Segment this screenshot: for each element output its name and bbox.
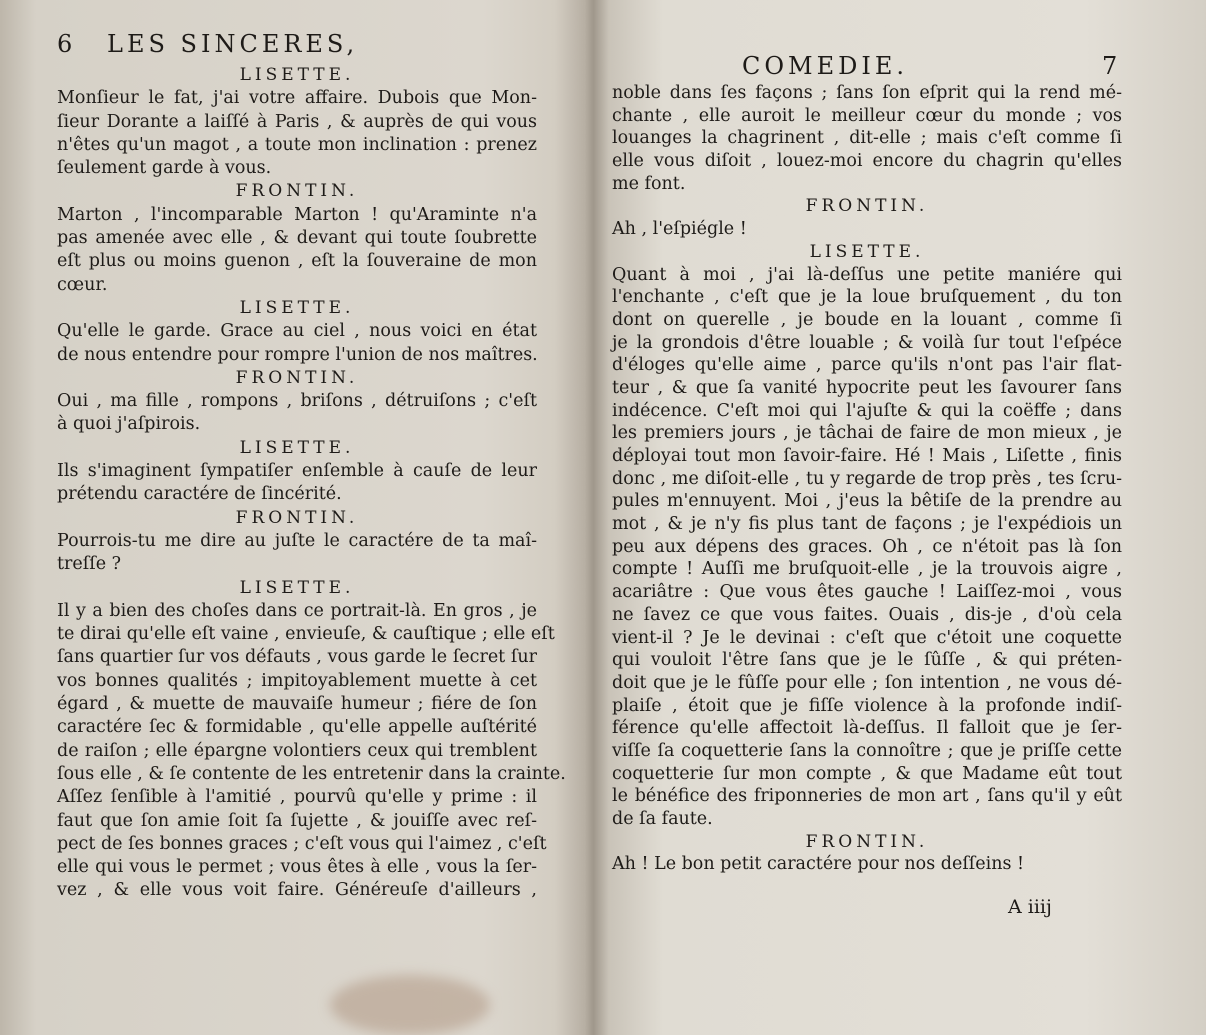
text-line: n'êtes qu'un magot , a toute mon inclination : prenez	[57, 134, 537, 155]
text-line: pect de ſes bonnes graces ; c'eſt vous qui l'aimez , c'eſt	[57, 833, 547, 854]
text-line: de nous entendre pour rompre l'union de nos maîtres.	[57, 344, 538, 365]
text-line: à quoi j'aſpirois.	[57, 414, 201, 435]
text-line: Monſieur le fat, j'ai votre affaire. Dubois que Mon-	[57, 88, 537, 109]
text-line: dont on querelle , je boude en la louant , comme ſi	[612, 309, 1122, 330]
text-line: Marton , l'incomparable Marton ! qu'Araminte n'a	[57, 204, 537, 225]
speaker-heading: LISETTE.	[809, 241, 925, 262]
text-line: peu aux dépens des graces. Oh , ce n'étoit pas là ſon	[612, 536, 1122, 557]
text-line: Il y a bien des choſes dans ce portrait-là. En gros , je	[57, 600, 537, 621]
thumb-shadow	[330, 975, 490, 1035]
text-line: Ils s'imaginent ſympatiſer enſemble à cauſe de leur	[57, 461, 537, 482]
text-line: ſous elle , & ſe contente de les entretenir dans la crainte.	[57, 763, 566, 784]
text-line: acariâtre : Que vous êtes gauche ! Laiſſez-moi , vous	[612, 582, 1122, 603]
text-line: viſſe ſa coquetterie ſans la connoître ; que je priſſe cette	[612, 740, 1122, 761]
text-line: Ah , l'eſpiégle !	[612, 219, 747, 240]
page-number: 7	[1102, 52, 1118, 80]
running-head: COMEDIE.	[742, 52, 909, 80]
text-line: pules m'ennuyent. Moi , j'eus la bêtiſe de la prendre au	[612, 491, 1122, 512]
text-line: indécence. C'eſt moi qui l'ajuſte & qui la coëffe ; dans	[612, 400, 1122, 421]
page-text	[612, 82, 1122, 876]
running-head: LES SINCERES,	[107, 30, 359, 58]
text-line: elle vous diſoit , louez-moi encore du chagrin qu'elles	[612, 151, 1122, 172]
signature-mark: A iiij	[1008, 896, 1052, 918]
text-line: Aſſez ſenſible à l'amitié , pourvû qu'elle y prime : il	[57, 787, 537, 808]
text-line: Quant à moi , j'ai là-deſſus une petite maniére qui	[612, 264, 1122, 285]
text-line: doit que je le fûſſe pour elle ; ſon intention , ne vous dé-	[612, 672, 1122, 693]
speaker-heading: FRONTIN.	[235, 367, 359, 388]
text-line: donc , me diſoit-elle , tu y regarde de trop près , tes ſcru-	[612, 468, 1122, 489]
speaker-heading: LISETTE.	[239, 65, 355, 85]
text-line: je la grondois d'être louable ; & voilà ſur tout l'eſpéce	[612, 332, 1122, 353]
text-line: compte ! Auſſi me bruſquoit-elle , je la trouvois aigre ,	[612, 559, 1122, 580]
text-line: vez , & elle vous voit faire. Généreuſe d'ailleurs ,	[57, 880, 537, 901]
speaker-heading: LISETTE.	[239, 437, 355, 458]
text-line: déployai tout mon ſavoir-faire. Hé ! Mais , Liſette , finis	[612, 446, 1122, 466]
text-line: de ſa faute.	[612, 809, 713, 829]
text-line: eſt plus ou moins guenon , eſt la ſouveraine de mon	[57, 251, 537, 272]
text-line: qui vouloit l'être ſans que je le ſûſſe , & qui préten-	[612, 650, 1122, 671]
speaker-heading: FRONTIN.	[235, 507, 359, 528]
text-line: l'enchante , c'eſt que je la loue bruſquement , du ton	[612, 287, 1122, 308]
text-line: te dirai qu'elle eſt vaine , envieuſe, & cauſtique ; elle eſt	[57, 624, 555, 645]
text-line: louanges la chagrinent , dit-elle ; mais c'eſt comme ſi	[612, 128, 1122, 149]
text-line: vient-il ? Je le devinai : c'eſt que c'étoit une coquette	[612, 627, 1122, 648]
speaker-heading: LISETTE.	[239, 297, 355, 318]
page-text	[57, 64, 566, 903]
text-line: prétendu caractére de ſincérité.	[57, 484, 342, 505]
text-line: coquetterie ſur mon compte , & que Madame eût tout	[612, 763, 1122, 784]
text-line: treſſe ?	[57, 554, 122, 575]
text-line: ſans quartier ſur vos défauts , vous garde le ſecret ſur	[57, 647, 537, 668]
speaker-heading: FRONTIN.	[805, 831, 929, 852]
text-line: Ah ! Le bon petit caractére pour nos deſſeins !	[612, 854, 1025, 875]
text-line: me font.	[612, 173, 686, 194]
text-line: teur , & que ſa vanité hypocrite peut les ſavourer ſans	[612, 377, 1122, 398]
speaker-heading: FRONTIN.	[805, 196, 929, 217]
text-line: plaiſe , étoit que je fiſſe violence à la profonde indiſ-	[612, 695, 1122, 716]
text-line: pas amenée avec elle , & devant qui toute ſoubrette	[57, 228, 537, 249]
text-line: égard , & muette de mauvaiſe humeur ; fiére de ſon	[57, 694, 537, 715]
text-line: chante , elle auroit le meilleur cœur du monde ; vos	[612, 105, 1122, 126]
text-line: elle qui vous le permet ; vous êtes à elle , vous la ſer-	[57, 857, 537, 878]
text-line: le bénéfice des friponneries de mon art , ſans qu'il y eût	[612, 786, 1122, 807]
text-line: vos bonnes qualités ; impitoyablement muette à cet	[57, 670, 537, 691]
text-line: cœur.	[57, 274, 108, 295]
text-line: faut que ſon amie ſoit ſa ſujette , & jouiſſe avec reſ-	[57, 810, 537, 831]
text-line: de raiſon ; elle épargne volontiers ceux qui tremblent	[57, 740, 537, 761]
text-line: ne ſavez ce que vous faites. Ouais , dis-je , d'où cela	[612, 604, 1122, 625]
text-line: Pourrois-tu me dire au juſte le caractére de ta maî-	[57, 530, 537, 551]
text-line: mot , & je n'y fis plus tant de façons ; je l'expédiois un	[612, 514, 1122, 535]
speaker-heading: LISETTE.	[239, 577, 355, 598]
text-line: ſeulement garde à vous.	[57, 158, 272, 179]
page-number: 6	[57, 30, 73, 58]
text-line: caractére ſec & formidable , qu'elle appelle auſtérité	[57, 717, 537, 738]
text-line: les premiers jours , je tâchai de faire de mon mieux , je	[612, 423, 1122, 444]
text-line: férence qu'elle affectoit là-deſſus. Il falloit que je ſer-	[612, 718, 1122, 739]
text-line: d'éloges qu'elle aime , parce qu'ils n'ont pas l'air flat-	[612, 355, 1122, 376]
speaker-heading: FRONTIN.	[235, 181, 359, 202]
text-line: noble dans ſes façons ; ſans ſon eſprit qui la rend mé-	[612, 83, 1122, 103]
text-line: Oui , ma fille , rompons , briſons , détruiſons ; c'eſt	[57, 391, 537, 412]
text-line: Qu'elle le garde. Grace au ciel , nous voici en état	[57, 321, 537, 342]
text-line: ſieur Dorante a laiſſé à Paris , & auprès de qui vous	[57, 111, 537, 132]
